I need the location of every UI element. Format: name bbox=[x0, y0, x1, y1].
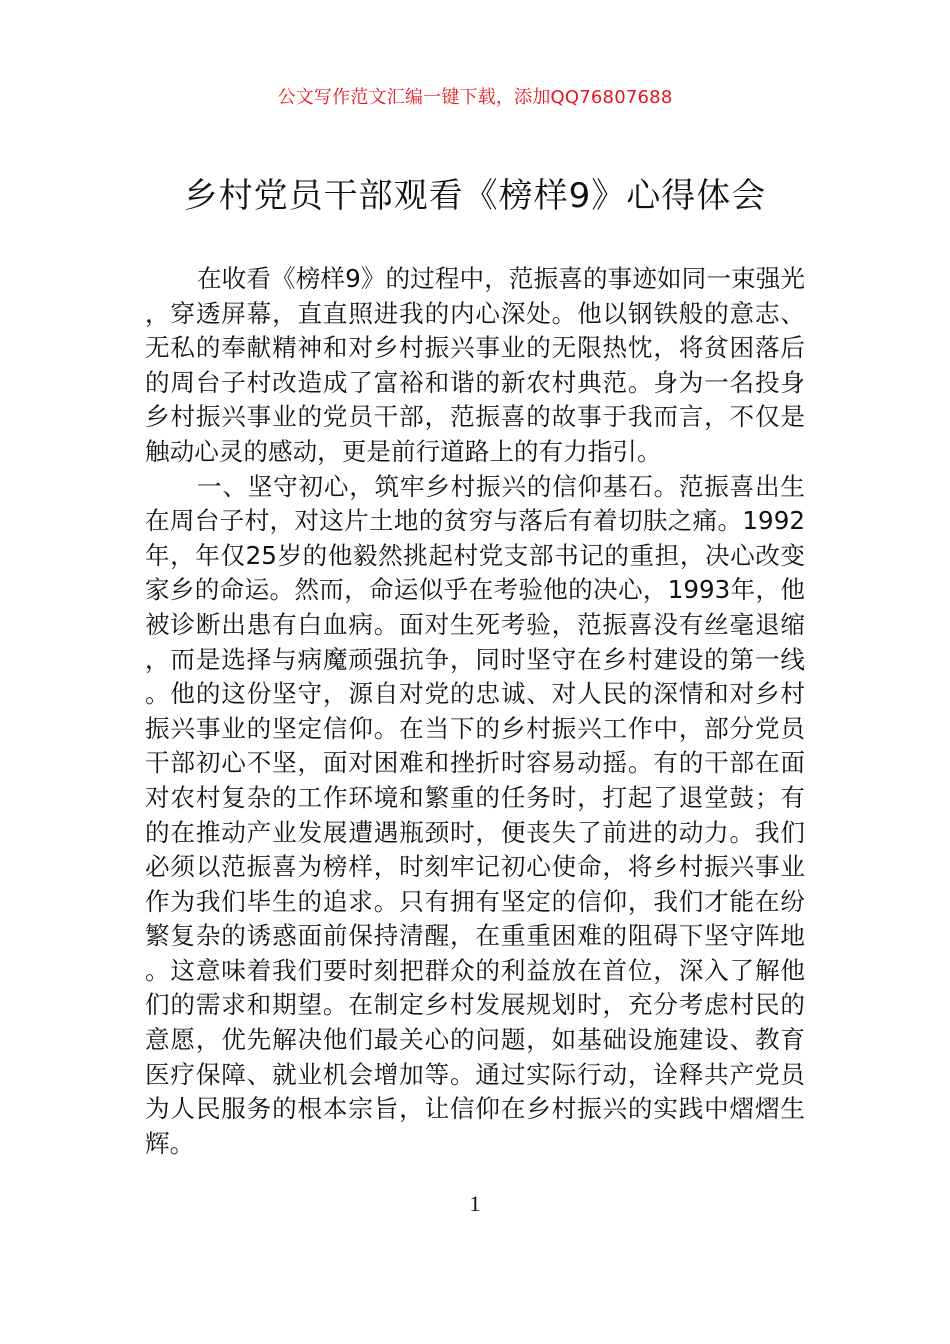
download-note: 公文写作范文汇编一键下载，添加QQ76807688 bbox=[277, 87, 673, 108]
document-title: 乡村党员干部观看《榜样9》心得体会 bbox=[183, 176, 767, 216]
paragraph-intro: 在收看《榜样9》的过程中，范振喜的事迹如同一束强光，穿透屏幕，直直照进我的内心深处。他以钢铁般的意志、无私的奉献精神和对乡村振兴事业的无限热忱，将贫困落后的周台子村改造成了富裕和谐的新农村典范。身为一名投身乡村振兴事业的党员干部，范振喜的故事于我而言，不仅是触动心灵的感动，更是前行道路上的有力指引。 bbox=[145, 264, 805, 466]
document-body bbox=[145, 262, 805, 1161]
paragraph-section-one: 一、坚守初心，筑牢乡村振兴的信仰基石。范振喜出生在周台子村，对这片土地的贫穷与落后有着切肤之痛。1992年，年仅25岁的他毅然挑起村党支部书记的重担，决心改变家乡的命运。然而，命运似乎在考验他的决心，1993年，他被诊断出患有白血病。面对生死考验，范振喜没有丝毫退缩，而是选择与病魔顽强抗争，同时坚守在乡村建设的第一线。他的这份坚守，源自对党的忠诚、对人民的深情和对乡村振兴事业的坚定信仰。在当下的乡村振兴工作中，部分党员干部初心不坚，面对困难和挫折时容易动摇。有的干部在面对农村复杂的工作环境和繁重的任务时，打起了退堂鼓；有的在推动产业发展遭遇瓶颈时，便丧失了前进的动力。我们必须以范振喜为榜样，时刻牢记初心使命，将乡村振兴事业作为我们毕生的追求。只有拥有坚定的信仰，我们才能在纷繁复杂的诱惑面前保持清醒，在重重困难的阻碍下坚守阵地。这意味着我们要时刻把群众的利益放在首位，深入了解他们的需求和期望。在制定乡村发展规划时，充分考虑村民的意愿，优先解决他们最关心的问题，如基础设施建设、教育医疗保障、就业机会增加等。通过实际行动，诠释共产党员为人民服务的根本宗旨，让信仰在乡村振兴的实践中熠熠生辉。 bbox=[145, 471, 805, 1158]
page-number: 1 bbox=[469, 1191, 481, 1216]
